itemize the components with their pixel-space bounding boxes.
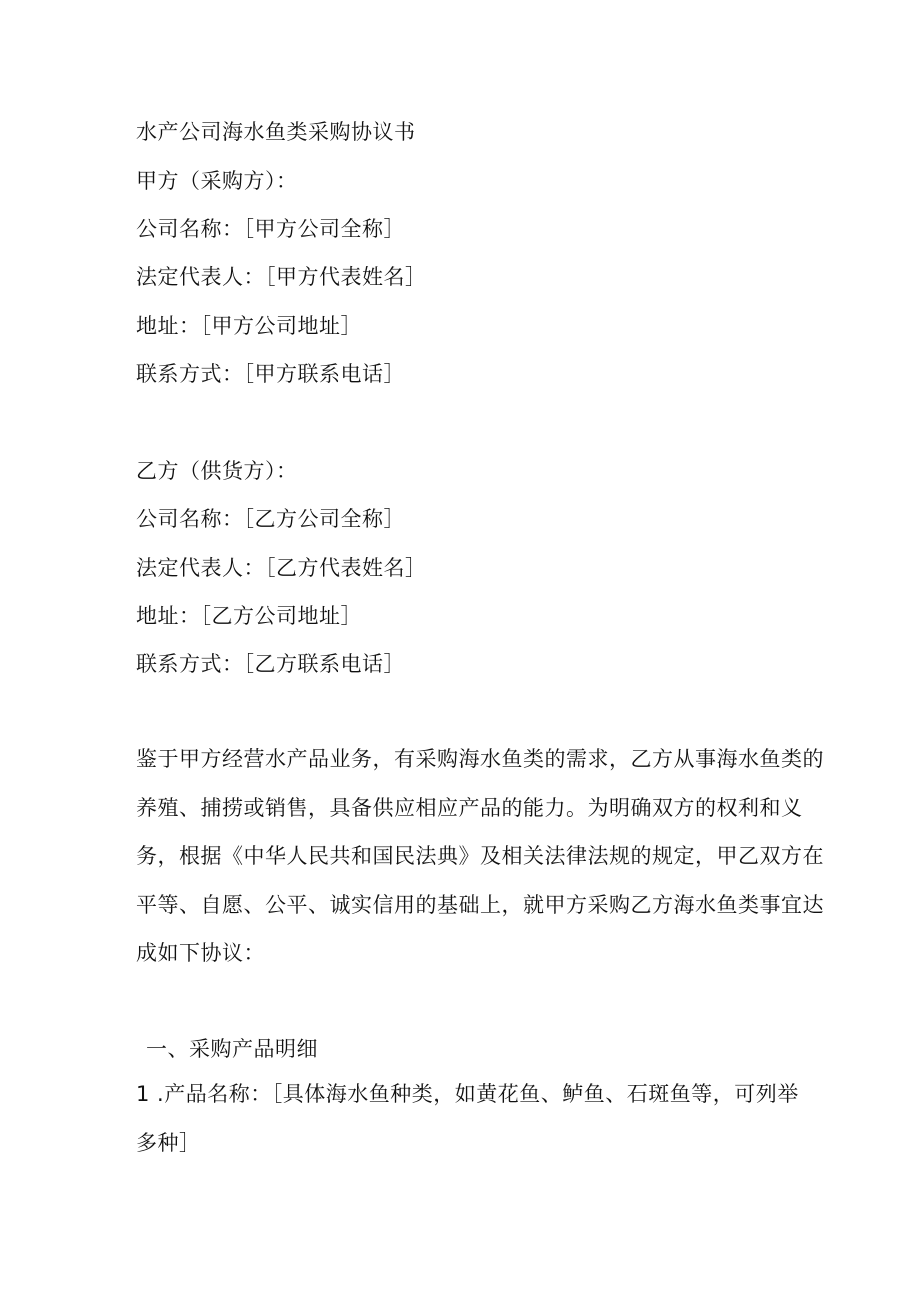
preamble-line: 平等、自愿、公平、诚实信用的基础上，就甲方采购乙方海水鱼类事宜达: [136, 892, 824, 917]
document-title: 水产公司海水鱼类采购协议书: [136, 120, 416, 144]
preamble-line: 养殖、捕捞或销售，具备供应相应产品的能力。为明确双方的权利和义: [136, 795, 803, 820]
party-a-heading: 甲方（采购方）：: [136, 169, 298, 193]
item-line: 多种］: [136, 1130, 201, 1155]
preamble-paragraph: [136, 735, 824, 978]
party-b-company: 公司名称：［乙方公司全称］: [136, 507, 405, 531]
party-a-representative: 法定代表人：［甲方代表姓名］: [136, 265, 427, 289]
preamble-line: 成如下协议：: [136, 941, 265, 965]
preamble-line: 务，根据《中华人民共和国民法典》及相关法律法规的规定，甲乙双方在: [136, 844, 824, 868]
section-1-heading: 一、采购产品明细: [146, 1037, 318, 1061]
item-line: 1 .产品名称：［具体海水鱼种类，如黄花鱼、鲈鱼、石斑鱼等，可列举: [136, 1082, 799, 1106]
party-a-address: 地址：［甲方公司地址］: [136, 314, 362, 338]
party-b-address: 地址：［乙方公司地址］: [136, 604, 362, 628]
party-a-company: 公司名称：［甲方公司全称］: [136, 217, 405, 241]
party-b-contact: 联系方式：［乙方联系电话］: [136, 652, 405, 676]
section-1-item-1: [136, 1070, 799, 1167]
preamble-line: 鉴于甲方经营水产品业务，有采购海水鱼类的需求，乙方从事海水鱼类的: [136, 747, 824, 771]
party-a-contact: 联系方式：［甲方联系电话］: [136, 362, 405, 386]
party-b-heading: 乙方（供货方）：: [136, 459, 298, 483]
party-b-representative: 法定代表人：［乙方代表姓名］: [136, 556, 427, 580]
